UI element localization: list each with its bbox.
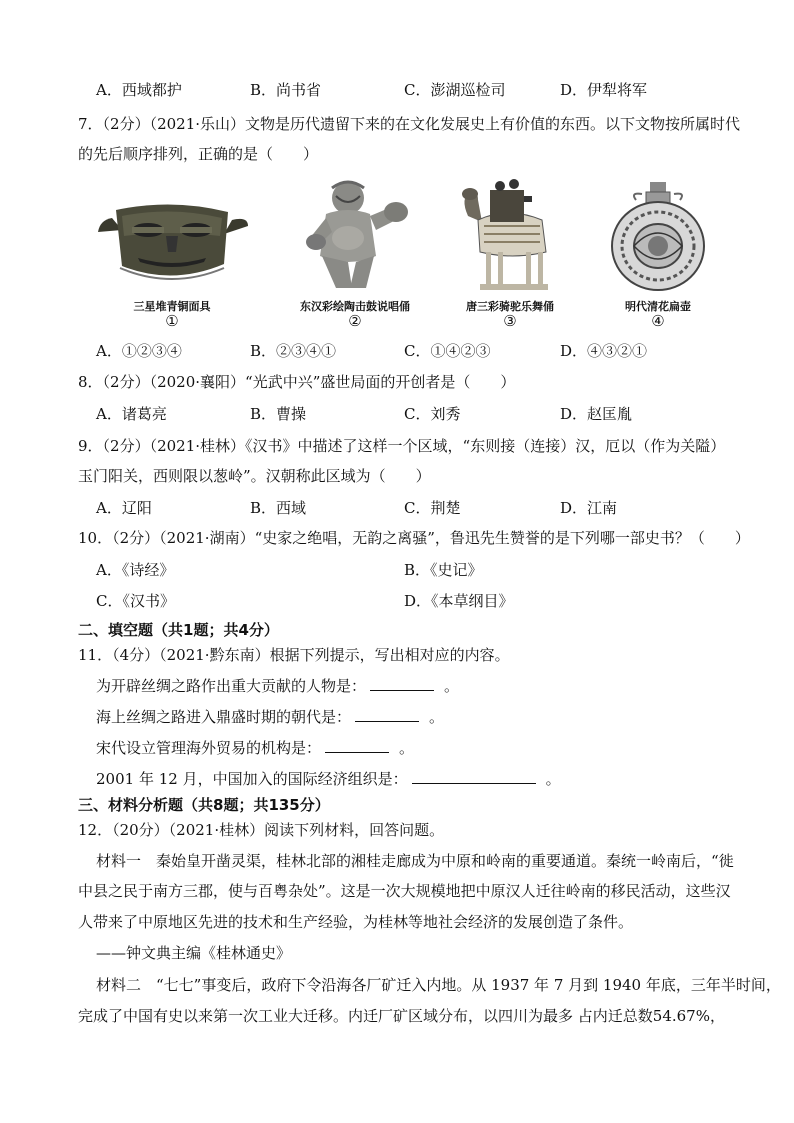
artifact-3-caption: 唐三彩骑驼乐舞俑	[466, 300, 554, 313]
q9-option-a: A．辽阳	[96, 499, 152, 517]
artifact-4-number: ④	[651, 312, 665, 330]
answer-blank-2[interactable]	[355, 707, 419, 722]
q6-option-d: D．伊犁将军	[560, 81, 648, 99]
bronze-mask-icon	[92, 190, 252, 290]
answer-blank-4[interactable]	[412, 769, 536, 784]
q6-option-c: C．澎湖巡检司	[404, 81, 506, 99]
answer-blank-1[interactable]	[370, 676, 434, 691]
q7-option-a: A．①②③④	[96, 342, 182, 360]
q10-option-b: B．《史记》	[404, 561, 483, 579]
answer-blank-3[interactable]	[325, 738, 389, 753]
ming-blue-white-flask-icon	[606, 180, 710, 294]
q8-option-b: B．曹操	[250, 405, 307, 423]
q9-option-c: C．荆楚	[404, 499, 461, 517]
q8-option-c: C．刘秀	[404, 405, 461, 423]
q9-option-b: B．西域	[250, 499, 307, 517]
artifact-4-caption: 明代清花扁壶	[625, 300, 691, 313]
q8-option-a: A．诸葛亮	[96, 405, 167, 423]
q7-option-b: B．②③④①	[250, 342, 337, 360]
artifact-2-caption: 东汉彩绘陶击鼓说唱俑	[300, 300, 410, 313]
q9-option-d: D．江南	[560, 499, 618, 517]
q8-option-d: D．赵匡胤	[560, 405, 633, 423]
q7-option-c: C．①④②③	[404, 342, 491, 360]
q10-option-c: C．《汉书》	[96, 592, 175, 610]
q7-option-d: D．④③②①	[560, 342, 648, 360]
artifact-1-caption: 三星堆青铜面具	[133, 300, 211, 313]
artifact-1-number: ①	[165, 312, 179, 330]
q6-option-a: A．西域都护	[96, 81, 182, 99]
artifact-2-number: ②	[348, 312, 362, 330]
tang-camel-figurine-icon	[452, 176, 562, 294]
q10-option-d: D．《本草纲目》	[404, 592, 514, 610]
q10-option-a: A．《诗经》	[96, 561, 175, 579]
pottery-storyteller-figure-icon	[296, 176, 416, 294]
artifact-3-number: ③	[503, 312, 517, 330]
q6-option-b: B．尚书省	[250, 81, 322, 99]
